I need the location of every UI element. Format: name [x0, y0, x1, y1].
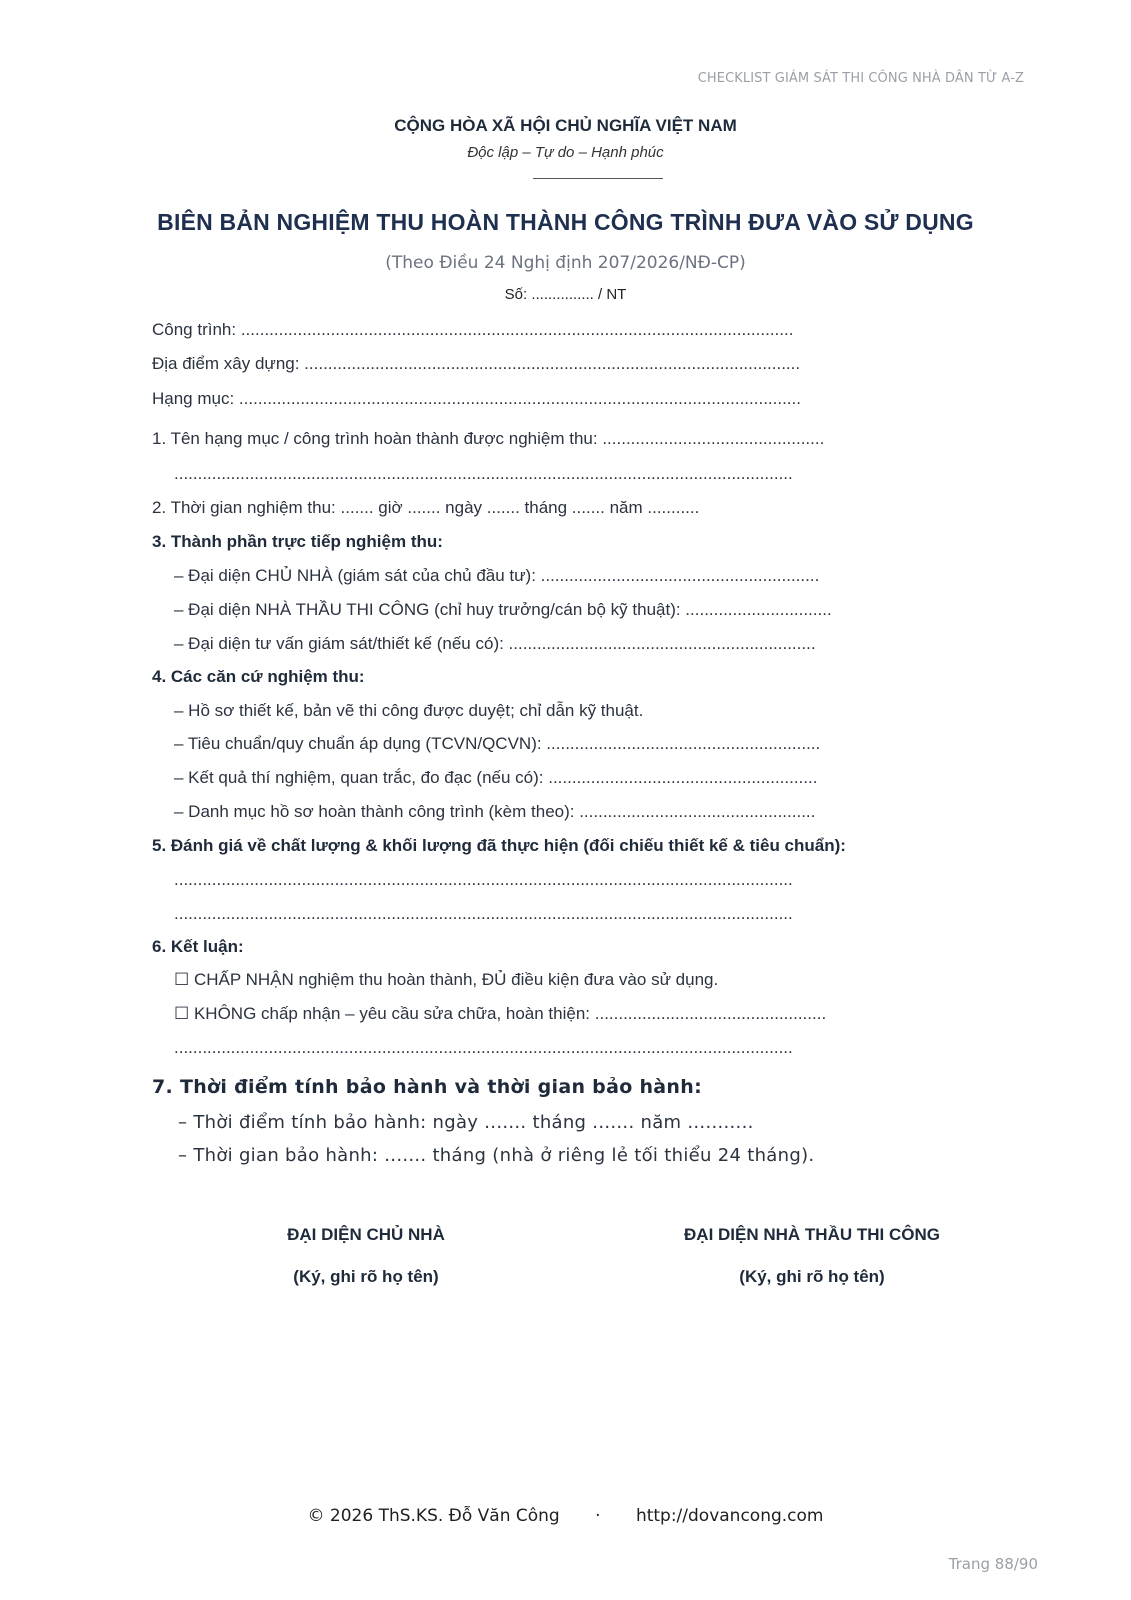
- blank-line: ...................................................................................................................................: [174, 1038, 793, 1057]
- list-item: – Thời gian bảo hành: ....... tháng (nhà ở riêng lẻ tối thiểu 24 tháng).: [178, 1145, 815, 1166]
- document-title: BIÊN BẢN NGHIỆM THU HOÀN THÀNH CÔNG TRÌNH ĐƯA VÀO SỬ DỤNG: [157, 209, 974, 235]
- field-item: Hạng mục: .......................................................................................................................: [152, 389, 801, 408]
- list-item: – Đại diện tư vấn giám sát/thiết kế (nếu có): .................................................................: [174, 634, 816, 653]
- owner-role-label: ĐẠI DIỆN CHỦ NHÀ: [287, 1225, 445, 1244]
- accept-checkbox-item[interactable]: ☐ CHẤP NHẬN nghiệm thu hoàn thành, ĐỦ điều kiện đưa vào sử dụng.: [174, 970, 719, 989]
- contractor-sign-hint: (Ký, ghi rõ họ tên): [739, 1267, 885, 1286]
- field-project: Công trình: .....................................................................................................................: [152, 320, 794, 339]
- contractor-signature-block: [642, 1225, 982, 1287]
- national-motto: Độc lập – Tự do – Hạnh phúc: [467, 144, 664, 161]
- section-1-line: 1. Tên hạng mục / công trình hoàn thành được nghiệm thu: ...............................................: [152, 429, 825, 448]
- blank-line: ...................................................................................................................................: [174, 870, 793, 889]
- footer-separator: ·: [595, 1506, 601, 1526]
- page-footer: [0, 1506, 1131, 1526]
- website-link[interactable]: http://dovancong.com: [635, 1506, 824, 1526]
- list-item: – Hồ sơ thiết kế, bản vẽ thi công được duyệt; chỉ dẫn kỹ thuật.: [174, 701, 644, 720]
- section-1-continuation: ...................................................................................................................................: [174, 464, 793, 483]
- section-3-title: 3. Thành phần trực tiếp nghiệm thu:: [152, 532, 443, 551]
- owner-sign-hint: (Ký, ghi rõ họ tên): [293, 1267, 439, 1286]
- contractor-role-label: ĐẠI DIỆN NHÀ THẦU THI CÔNG: [684, 1225, 940, 1244]
- document-number: Số: ............... / NT: [504, 286, 627, 303]
- running-header: CHECKLIST GIÁM SÁT THI CÔNG NHÀ DÂN TỪ A-Z: [697, 71, 1024, 86]
- nation-heading: CỘNG HÒA XÃ HỘI CHỦ NGHĨA VIỆT NAM: [394, 116, 737, 135]
- section-7-title: 7. Thời điểm tính bảo hành và thời gian bảo hành:: [152, 1076, 702, 1098]
- section-2-line: 2. Thời gian nghiệm thu: ....... giờ ....... ngày ....... tháng ....... năm ...........: [152, 498, 700, 517]
- legal-reference: (Theo Điều 24 Nghị định 207/2026/NĐ-CP): [385, 253, 746, 273]
- list-item: – Danh mục hồ sơ hoàn thành công trình (kèm theo): ..................................................: [174, 802, 816, 821]
- reject-checkbox-item[interactable]: ☐ KHÔNG chấp nhận – yêu cầu sửa chữa, hoàn thiện: .................................................: [174, 1004, 827, 1023]
- field-location: Địa điểm xây dựng: .........................................................................................................: [152, 354, 801, 373]
- list-item: – Đại diện CHỦ NHÀ (giám sát của chủ đầu tư): ...........................................................: [174, 566, 820, 585]
- list-item: – Thời điểm tính bảo hành: ngày ....... tháng ....... năm ...........: [178, 1112, 754, 1133]
- motto-underline: [533, 178, 663, 179]
- list-item: – Đại diện NHÀ THẦU THI CÔNG (chỉ huy trưởng/cán bộ kỹ thuật): ...............................: [174, 600, 832, 619]
- blank-line: ...................................................................................................................................: [174, 904, 793, 923]
- section-4-title: 4. Các căn cứ nghiệm thu:: [152, 667, 365, 686]
- section-5-title: 5. Đánh giá về chất lượng & khối lượng đã thực hiện (đối chiếu thiết kế & tiêu chuẩn):: [152, 836, 846, 855]
- section-6-title: 6. Kết luận:: [152, 937, 244, 956]
- copyright-text: © 2026 ThS.KS. Đỗ Văn Công: [307, 1506, 560, 1526]
- page-number: Trang 88/90: [948, 1555, 1038, 1573]
- list-item: – Kết quả thí nghiệm, quan trắc, đo đạc (nếu có): .........................................................: [174, 768, 818, 787]
- list-item: – Tiêu chuẩn/quy chuẩn áp dụng (TCVN/QCVN): ..........................................................: [174, 734, 821, 753]
- owner-signature-block: [236, 1225, 496, 1287]
